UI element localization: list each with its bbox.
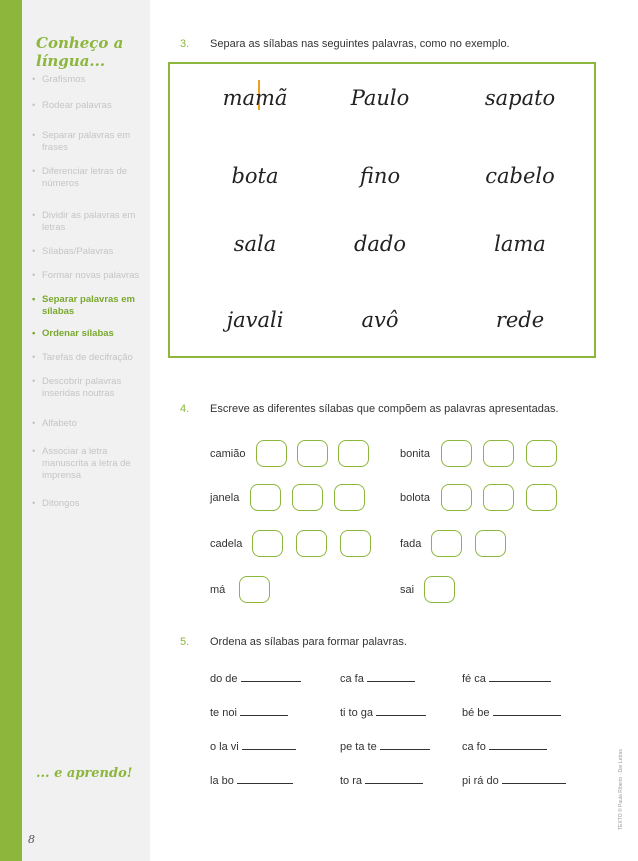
sidebar-title: Conheço a língua... xyxy=(36,34,124,70)
syllable-slot[interactable] xyxy=(526,484,557,511)
exercise-4-word: sai xyxy=(400,584,415,596)
exercise-4-word: janela xyxy=(210,492,240,504)
cursive-word: lama xyxy=(494,232,546,256)
exercise-5-number: 5. xyxy=(180,636,190,648)
scrambled-item: la bo xyxy=(210,774,293,787)
sidebar-item: • Alfabeto xyxy=(32,418,148,446)
sidebar-item: • Rodear palavras xyxy=(32,100,148,130)
syllable-slot[interactable] xyxy=(441,440,472,467)
sidebar-footer: ... e aprendo! xyxy=(36,766,133,781)
cursive-word: javali xyxy=(226,308,284,332)
scrambled-item: fé ca xyxy=(462,672,551,685)
syllable-slot[interactable] xyxy=(441,484,472,511)
exercise-4-instruction: Escreve as diferentes sílabas que compõem as palavras apresentadas. xyxy=(210,403,559,415)
syllable-slot[interactable] xyxy=(483,440,514,467)
syllable-slot[interactable] xyxy=(334,484,365,511)
cursive-word: sala xyxy=(233,232,277,256)
scrambled-item: te noi xyxy=(210,706,288,719)
scrambled-item: ca fo xyxy=(462,740,547,753)
syllable-slot[interactable] xyxy=(250,484,281,511)
answer-line[interactable] xyxy=(493,706,561,716)
sidebar-item: • Tarefas de decifração xyxy=(32,352,148,376)
syllable-slot[interactable] xyxy=(256,440,287,467)
scrambled-item: o la vi xyxy=(210,740,296,753)
answer-line[interactable] xyxy=(376,706,426,716)
sidebar-item: • Associar a letra manuscrita a letra de imprensa xyxy=(32,446,148,498)
syllable-slot[interactable] xyxy=(292,484,323,511)
cursive-word: dado xyxy=(353,232,407,256)
exercise-4-word: camião xyxy=(210,448,246,460)
copyright-credit: TEXTO © Paula Ribeiro · Dar Letras xyxy=(618,749,624,830)
syllable-slot[interactable] xyxy=(296,530,327,557)
exercise-4-word: má xyxy=(210,584,226,596)
scrambled-item: pi rá do xyxy=(462,774,566,787)
answer-line[interactable] xyxy=(242,740,296,750)
sidebar-topic-list xyxy=(32,74,148,512)
syllable-slot[interactable] xyxy=(297,440,328,467)
syllable-slot[interactable] xyxy=(340,530,371,557)
sidebar-item: • Dividir as palavras em letras xyxy=(32,210,148,246)
answer-line[interactable] xyxy=(489,740,547,750)
sidebar-item: • Separar palavras em frases xyxy=(32,130,148,166)
answer-line[interactable] xyxy=(380,740,430,750)
answer-line[interactable] xyxy=(241,672,301,682)
syllable-slot[interactable] xyxy=(424,576,455,603)
cursive-word: rede xyxy=(495,308,545,332)
cursive-word: cabelo xyxy=(485,164,555,188)
sidebar-item: • Formar novas palavras xyxy=(32,270,148,294)
scrambled-item: do de xyxy=(210,672,301,685)
sidebar-item: • Grafismos xyxy=(32,74,148,96)
scrambled-item: ti to ga xyxy=(340,706,426,719)
page-number: 8 xyxy=(28,833,35,846)
sidebar-item: • Sílabas/Palavras xyxy=(32,246,148,270)
sidebar-item: • Descobrir palavras inseridas noutras xyxy=(32,376,148,418)
sidebar-item-active: • Ordenar sílabas xyxy=(32,328,148,352)
syllable-slot[interactable] xyxy=(483,484,514,511)
cursive-word: avô xyxy=(361,308,399,332)
exercise-4-word: cadela xyxy=(210,538,243,550)
exercise-3-number: 3. xyxy=(180,38,190,50)
exercise-3-instruction: Separa as sílabas nas seguintes palavras, como no exemplo. xyxy=(210,38,510,50)
exercise-4-word: bonita xyxy=(400,448,430,460)
exercise-5-instruction: Ordena as sílabas para formar palavras. xyxy=(210,636,407,648)
syllable-slot[interactable] xyxy=(475,530,506,557)
sidebar-item-active: • Separar palavras em sílabas xyxy=(32,294,148,328)
answer-line[interactable] xyxy=(367,672,415,682)
syllable-slot[interactable] xyxy=(239,576,270,603)
answer-line[interactable] xyxy=(365,774,423,784)
cursive-word: sapato xyxy=(484,86,556,110)
answer-line[interactable] xyxy=(237,774,293,784)
cursive-word: mamã xyxy=(222,86,288,110)
scrambled-item: ca fa xyxy=(340,672,415,685)
answer-line[interactable] xyxy=(489,672,551,682)
syllable-slot[interactable] xyxy=(431,530,462,557)
scrambled-item: pe ta te xyxy=(340,740,430,753)
scrambled-item: to ra xyxy=(340,774,423,787)
cursive-word: bota xyxy=(231,164,279,188)
cursive-word: Paulo xyxy=(350,86,410,110)
syllable-slot[interactable] xyxy=(252,530,283,557)
answer-line[interactable] xyxy=(502,774,566,784)
scrambled-item: bé be xyxy=(462,706,561,719)
page-edge-bar xyxy=(0,0,22,861)
sidebar-item: • Diferenciar letras de números xyxy=(32,166,148,210)
exercise-4-number: 4. xyxy=(180,403,190,415)
cursive-word: fino xyxy=(359,164,401,188)
syllable-slot[interactable] xyxy=(526,440,557,467)
exercise-4-word: bolota xyxy=(400,492,430,504)
syllable-slot[interactable] xyxy=(338,440,369,467)
exercise-4-word: fada xyxy=(400,538,422,550)
answer-line[interactable] xyxy=(240,706,288,716)
sidebar-item: • Ditongos xyxy=(32,498,148,512)
